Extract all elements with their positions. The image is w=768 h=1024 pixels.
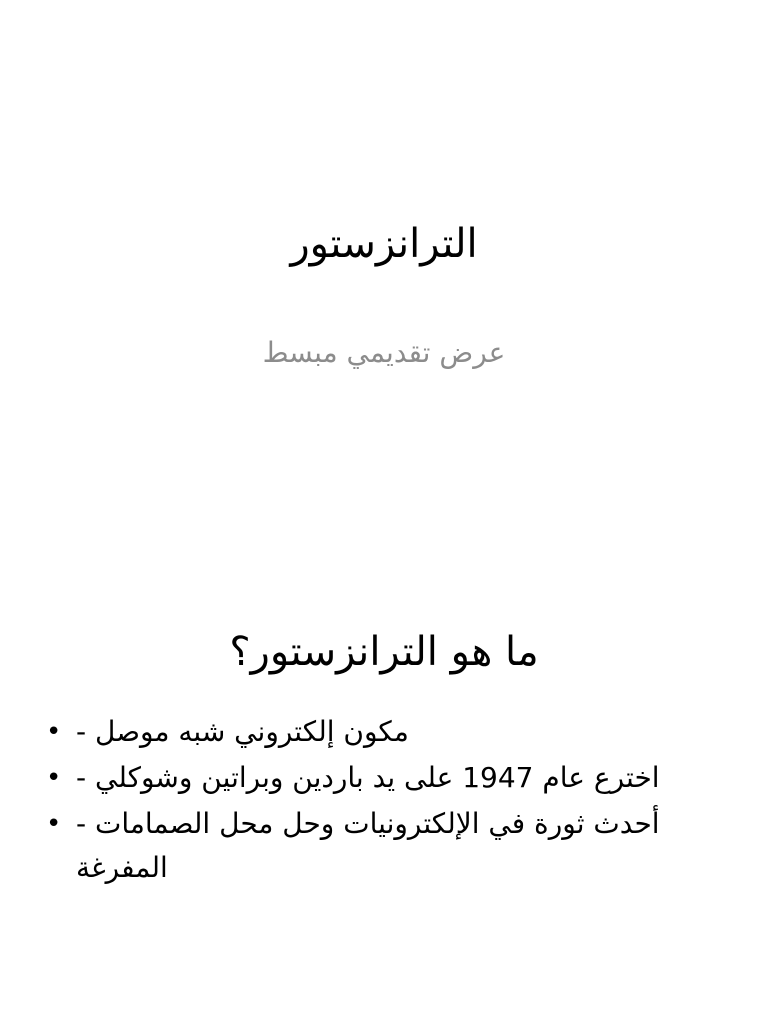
bullet-icon: • <box>46 809 62 839</box>
slide-title: ما هو الترانزستور؟ <box>229 629 539 675</box>
bullet-list <box>40 710 680 892</box>
bullet-prefix: - <box>76 807 96 840</box>
bullet-text <box>76 756 680 800</box>
slide-subtitle: عرض تقديمي مبسط <box>262 336 506 369</box>
bullet-text <box>76 710 680 754</box>
bullet-label: مكون إلكتروني شبه موصل <box>95 715 409 748</box>
bullet-item <box>40 756 680 800</box>
bullet-prefix: - <box>76 715 96 748</box>
content-slide <box>0 512 768 1024</box>
slide-title: الترانزستور <box>290 221 478 267</box>
bullet-label: أحدث ثورة في الإلكترونيات وحل محل الصمامات المفرغة <box>76 807 660 884</box>
bullet-icon: • <box>46 763 62 793</box>
bullet-item <box>40 802 680 890</box>
bullet-icon: • <box>46 717 62 747</box>
bullet-item <box>40 710 680 754</box>
bullet-prefix: - <box>76 761 96 794</box>
bullet-label: اخترع عام 1947 على يد باردين وبراتين وشوكلي <box>95 761 660 794</box>
bullet-text <box>76 802 680 890</box>
